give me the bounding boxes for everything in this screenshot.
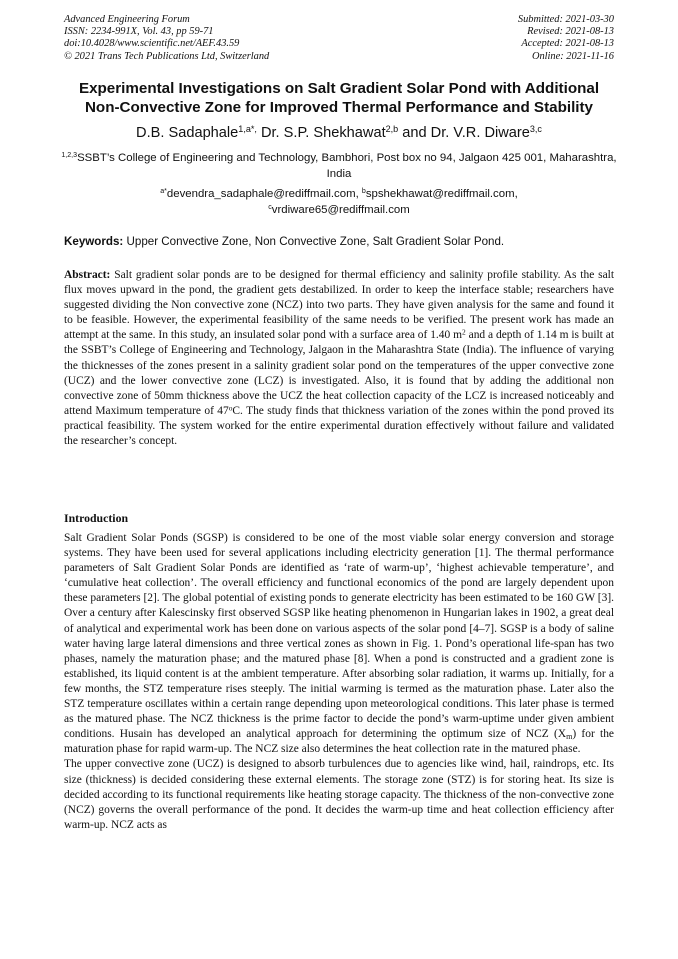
author-list xyxy=(40,124,638,142)
journal-info xyxy=(64,14,269,63)
author-3-affil: 3,c xyxy=(529,124,542,135)
revised-date: Revised: 2021-08-13 xyxy=(527,26,614,38)
author-3: and Dr. V.R. Diware xyxy=(398,125,530,141)
keywords-label: Keywords: xyxy=(64,235,124,248)
abstract-label: Abstract: xyxy=(64,269,111,281)
affiliation-text: SSBT’s College of Engineering and Technology, Bambhori, Post box no 94, Jalgaon 425 001, Maharashtra, India xyxy=(77,152,617,180)
author-2: Dr. S.P. Shekhawat xyxy=(256,125,386,141)
copyright: © 2021 Trans Tech Publications Ltd, Switzerland xyxy=(64,50,270,62)
abstract-text-1: Salt gradient solar ponds are to be designed for thermal efficiency and salinity profile stability. As the salt flux moves upward in the pond, the gradient gets destabilized. In order to keep the interface stable; researchers have suggested dividing the Non convective zone (NCZ) into two parts. They have given analysis for the same and found it to be feasible. However, the experimental feasibility of the same needs to be verified. The present work has made an attempt at the same. In this study, an insulated solar pond with a surface area of 1.40 m xyxy=(64,269,614,342)
journal-name: Advanced Engineering Forum xyxy=(64,14,190,25)
affiliation-marker: 1,2,3 xyxy=(61,152,78,160)
issn-volume: ISSN: 2234-991X, Vol. 43, pp 59-71 xyxy=(64,26,214,38)
introduction-paragraph-1 xyxy=(64,531,614,757)
keywords xyxy=(64,235,614,249)
accepted-date: Accepted: 2021-08-13 xyxy=(521,38,614,50)
introduction-heading: Introduction xyxy=(64,511,129,525)
title-line-1: Experimental Investigations on Salt Gradient Solar Pond with Additional xyxy=(78,80,600,97)
author-1-affil: 1,a*, xyxy=(238,124,257,135)
email-c[interactable]: vrdiware65@rediffmail.com xyxy=(271,204,410,216)
abstract-text-2: and a depth of 1.14 m is built at the SSBT’s College of Engineering and Technology, Jalgaon in the Maharashtra State (India). The influence of varying the thicknesses of the zones present in a salinity gradient solar pond on the temperatures of the upper convective zone (UCZ) and the lower convective zone (LCZ) is investigated. Also, it is found that by adding the additional non convective zone of 50mm thickness above the UCZ the heat collection capacity of the LCZ is increased noticeably and attend Maximum temperature of 47 xyxy=(64,329,615,417)
author-1: D.B. Sadaphale xyxy=(136,125,239,141)
abstract xyxy=(64,268,614,449)
abstract-text-3: C. The study finds that thickness variation of the zones within the pond proved its practical feasibility. The system worked for the entire experimental duration effectively without failure and validated the researcher’s concept. xyxy=(64,404,614,448)
area-unit-exponent: 2 xyxy=(462,327,466,337)
degree-marker: o xyxy=(228,403,233,413)
submitted-date: Submitted: 2021-03-30 xyxy=(517,14,614,25)
intro-p1-text-1: Salt Gradient Solar Ponds (SGSP) is considered to be one of the most viable solar energy conversion and storage systems. They have been used for several applications including electricity generation [1]. The thermal performance parameters of Salt Gradient Solar Ponds are identified as ‘rate of warm-up’, ‘highest achievable temperature’, and ‘cumulative heat collection’. The overall efficiency and functional economics of the pond are largely dependent upon these parameters [2]. The global potential of existing ponds to generate electricity has been estimated to be 160 GW [3]. Over a century after Kalescinsky first observed SGSP like heating phenomenon in Hungarian lakes in 1902, a great deal of analytical and experimental work has been done on various aspects of the solar pond [4–7]. SGSP is a body of saline water having large lateral dimensions and three vertical zones as shown in Fig. 1. Pond’s operational life-span has two phases, namely the maturation phase; and the matured phase [8]. When a pond is constructed and a gradient zone is established, its liquid content is at the ambient temperature. After absorbing solar radiation, it warms up. Initially, for a few months, the STZ temperature rises steeply. The initial warming is termed as the maturation phase. Later also the STZ temperature oscillates within a certain range depending upon meteorological conditions. This later phase is termed as the matured phase. The NCZ thickness is the prime factor to decide the pond’s warm-uptime under given ambient conditions. Husain has developed an analytical approach for determining the optimum size of NCZ (X xyxy=(64,532,614,741)
email-b-marker: b xyxy=(361,188,366,196)
doi[interactable]: doi:10.4028/www.scientific.net/AEF.43.59 xyxy=(64,38,240,50)
email-c-marker: c xyxy=(268,204,272,212)
affiliation xyxy=(60,150,618,182)
keywords-text: Upper Convective Zone, Non Convective Zone, Salt Gradient Solar Pond. xyxy=(123,235,505,248)
intro-p1-text-2: ) for the maturation phase for rapid warm-up. The NCZ size also determines the heat collection rate in the matured phase. xyxy=(64,728,614,756)
introduction-body xyxy=(64,531,614,833)
paper-title xyxy=(50,80,628,117)
online-date: Online: 2021-11-16 xyxy=(531,50,614,62)
title-line-2: Non-Convective Zone for Improved Thermal Performance and Stability xyxy=(84,98,594,116)
author-2-affil: 2,b xyxy=(385,124,399,135)
xm-subscript: m xyxy=(566,732,573,742)
publication-dates xyxy=(518,14,614,63)
introduction-paragraph-2: The upper convective zone (UCZ) is designed to absorb turbulences due to agencies like wind, hail, raindrops, etc. Its size (thickness) is decided considering these external elements. The storage zone (STZ) is for storing heat. Its size is decided according to its functional requirements like heating storage capacity. The thickness of the non-convective zone (NCZ) governs the overall performance of the pond. It decides the warm-up time and heat collection efficiency after warm-up. NCZ acts as xyxy=(64,758,614,831)
email-a[interactable]: devendra_sadaphale@rediffmail.com, xyxy=(166,188,362,200)
email-b[interactable]: spshekhawat@rediffmail.com, xyxy=(365,188,518,200)
email-a-marker: a* xyxy=(160,188,167,196)
author-emails xyxy=(60,186,618,218)
